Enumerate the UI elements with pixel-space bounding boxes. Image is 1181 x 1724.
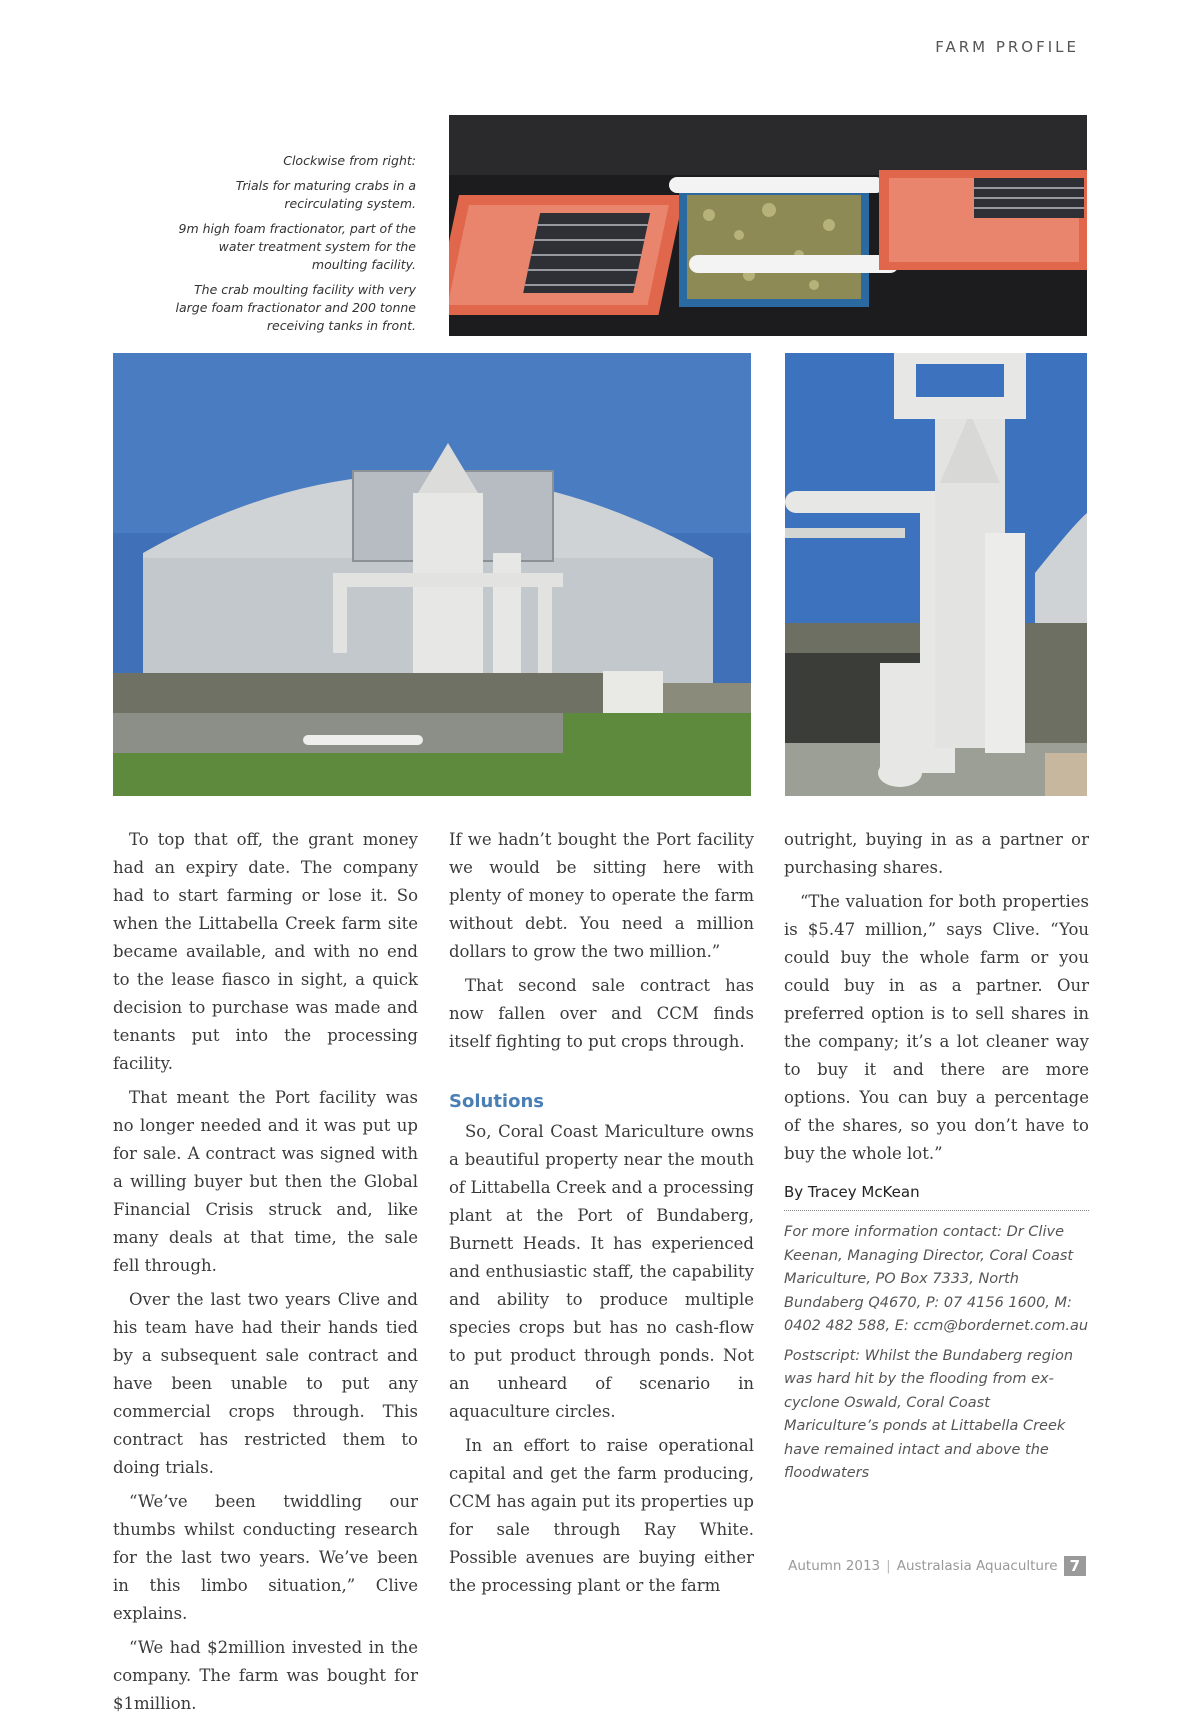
page-number: 7 [1064,1556,1086,1576]
fractionator-photo [785,353,1087,796]
caption-fractionator: 9m high foam fractionator, part of the water treatment system for the moulting facility. [178,221,416,272]
paragraph: In an effort to raise operational capital and get the farm producing, CCM has again put its properties up for sale through Ray White. Possible avenues are buying either the processing plant or the farm [449,1436,754,1595]
publication-name: Australasia Aquaculture [896,1558,1058,1574]
article-column-1 [113,826,418,1724]
paragraph: “We had $2million invested in the company. The farm was bought for $1million. [113,1638,418,1713]
moulting-facility-photo [113,353,751,796]
author-byline: By Tracey McKean [784,1180,1089,1211]
caption-intro: Clockwise from right: [283,153,416,168]
caption-crab-trials: Trials for maturing crabs in a recirculating system. [235,178,416,211]
paragraph: “The valuation for both properties is $5.47 million,” says Clive. “You could buy the whole farm or you could buy in as a partner. Our preferred option is to sell shares in the company; it’s a lot cleaner way to buy it and there are more options. You can buy a percentage of the shares, so you don’t have to buy the whole lot.” [784,892,1089,1163]
paragraph: So, Coral Coast Mariculture owns a beautiful property near the mouth of Littabella Creek and a processing plant at the Port of Bundaberg, Burnett Heads. It has experienced and enthusiastic staff, the capability and ability to produce multiple species crops but has no cash-flow to put product through ponds. Not an unheard of scenario in aquaculture circles. [449,1122,754,1421]
article-column-3 [784,826,1089,1492]
paragraph: “We’ve been twiddling our thumbs whilst conducting research for the last two years. We’ve been in this limbo situation,” Clive explains. [113,1492,418,1623]
footer-separator: | [886,1558,891,1574]
photo-caption [170,152,416,342]
paragraph: That second sale contract has now fallen over and CCM finds itself fighting to put crops through. [449,976,754,1051]
section-label: FARM PROFILE [935,38,1079,56]
paragraph: If we hadn’t bought the Port facility we would be sitting here with plenty of money to operate the farm without debt. You need a million dollars to grow the two million.” [449,830,754,961]
paragraph: outright, buying in as a partner or purchasing shares. [784,830,1089,877]
page-footer [788,1556,1086,1576]
article-column-2 [449,826,754,1606]
postscript: Postscript: Whilst the Bundaberg region was hard hit by the flooding from ex-cyclone Oswald, Coral Coast Mariculture’s ponds at Littabella Creek have remained intact and above the floodwaters [784,1347,1074,1481]
issue-label: Autumn 2013 [788,1558,881,1574]
contact-info: For more information contact: Dr Clive Keenan, Managing Director, Coral Coast Mariculture, PO Box 7333, North Bundaberg Q4670, P: 07 4156 1600, M: 0402 482 588, E: ccm@bordernet.com.au [784,1224,1089,1334]
paragraph: To top that off, the grant money had an expiry date. The company had to start farming or lose it. So when the Littabella Creek farm site became available, and with no end to the lease fiasco in sight, a quick decision to purchase was made and tenants put into the processing facility. [113,830,418,1073]
crab-trays-photo [449,115,1087,336]
paragraph: That meant the Port facility was no longer needed and it was put up for sale. A contract was signed with a willing buyer but then the Global Financial Crisis struck and, like many deals at that time, the sale fell through. [113,1088,418,1275]
paragraph: Over the last two years Clive and his team have had their hands tied by a subsequent sale contract and have been unable to put any commercial crops through. This contract has restricted them to doing trials. [113,1290,418,1477]
subheading-solutions: Solutions [449,1091,544,1112]
caption-moulting-facility: The crab moulting facility with very large foam fractionator and 200 tonne receiving tanks in front. [175,282,416,333]
